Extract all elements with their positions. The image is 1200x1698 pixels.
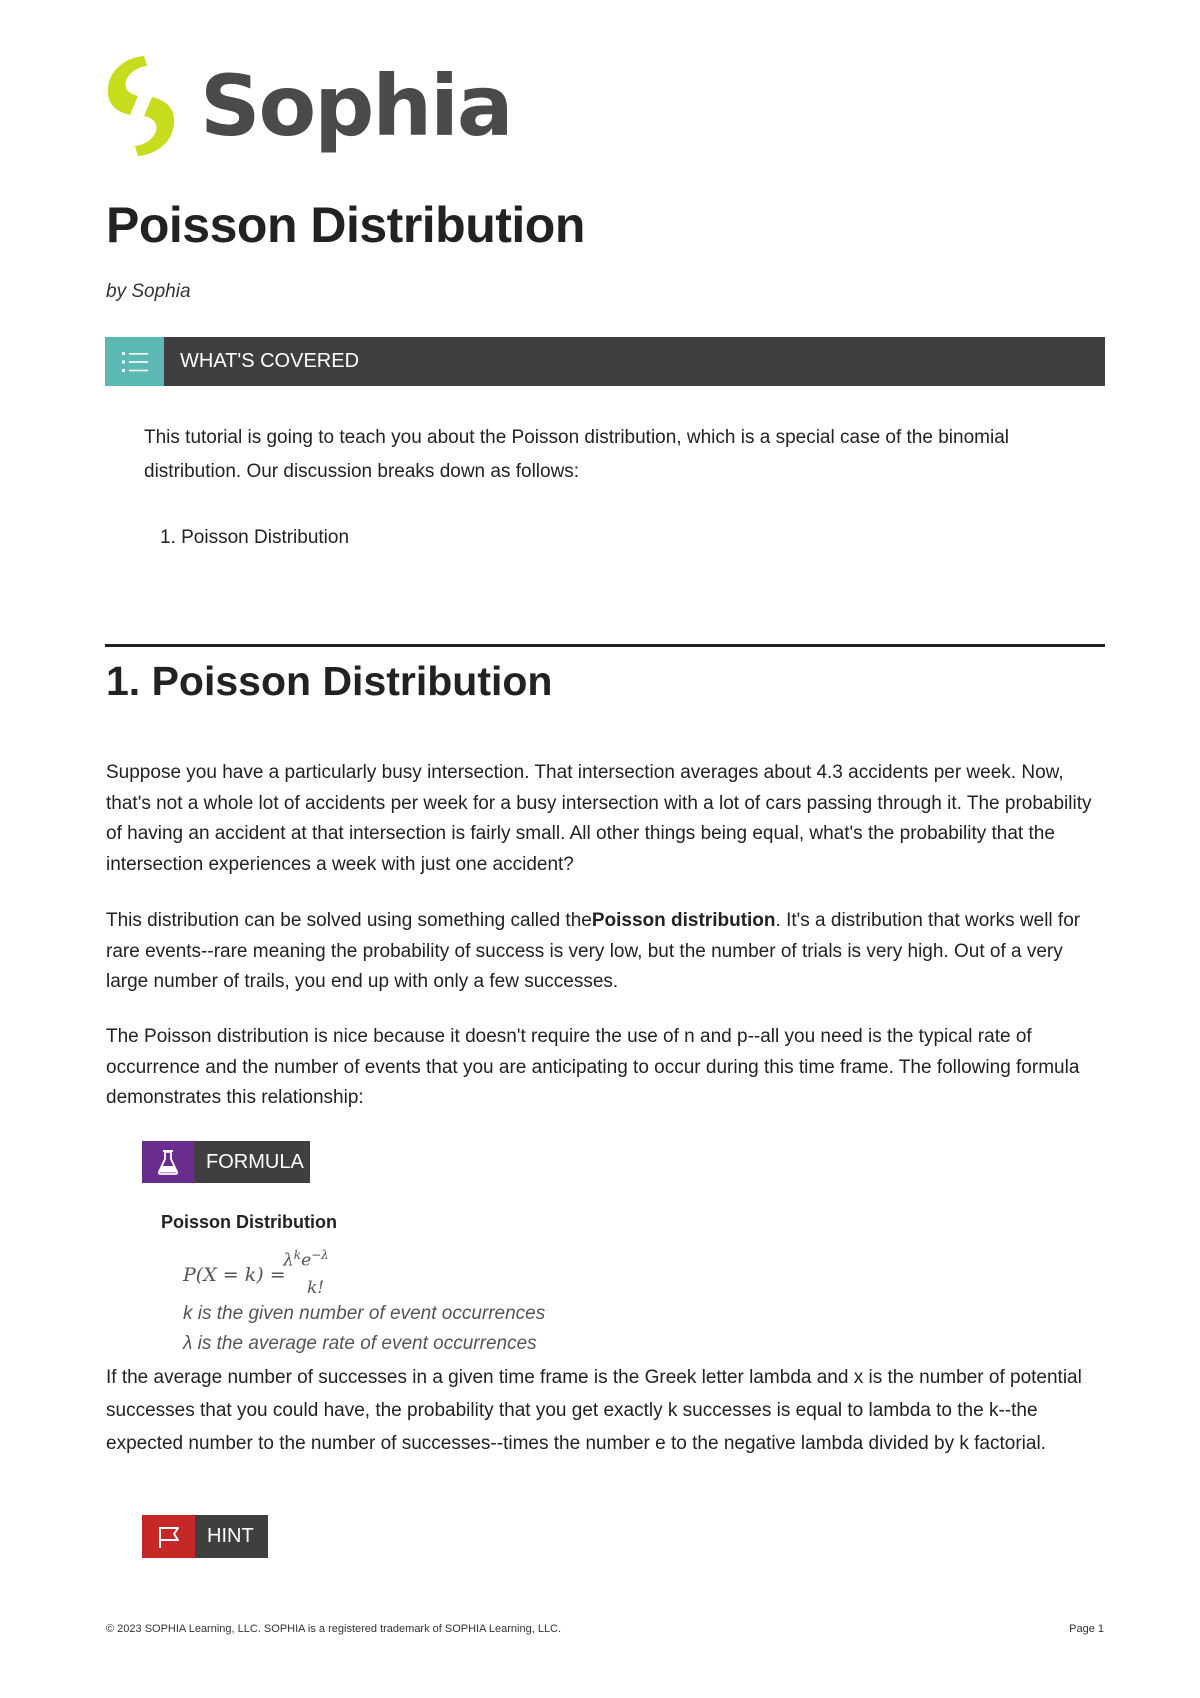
footer-page-number: Page 1 [1069, 1623, 1104, 1635]
formula-heading: Poisson Distribution [161, 1212, 338, 1232]
flask-icon [142, 1141, 194, 1183]
hint-banner [142, 1515, 268, 1558]
list-icon [105, 337, 164, 386]
flag-icon [142, 1515, 195, 1558]
hint-label: HINT [207, 1525, 254, 1547]
formula-block [161, 1210, 721, 1360]
brand-name: Sophia [200, 57, 512, 155]
poisson-formula [183, 1248, 523, 1304]
document-title: Poisson Distribution [106, 197, 585, 253]
formula-lambda: λ [283, 1250, 294, 1271]
toc-item: 1. Poisson Distribution [160, 527, 350, 548]
formula-lhs: P(X = k) = [183, 1264, 286, 1286]
paragraph-1: Suppose you have a particularly busy intersection. That intersection averages about 4.3 accidents per week. Now, that's not a whole lot of accidents per week for a busy intersection with a lot of cars passing through it. The probability of having an accident at that intersection is fairly small. All other things being equal, what's the probability that the intersection experiences a week with just one accident? [106, 762, 1092, 875]
paragraph-2 [106, 906, 1106, 998]
whats-covered-label: WHAT'S COVERED [180, 350, 360, 372]
paragraph-4: If the average number of successes in a given time frame is the Greek letter lambda and x is the number of potential successes that you could have, the probability that you get exactly k successes is equal to lambda to the k--the expected number to the number of successes--times the number e to the negative lambda divided by k factorial. [106, 1367, 1082, 1454]
byline: by Sophia [106, 281, 191, 302]
section-divider [105, 644, 1105, 647]
formula-numerator [283, 1248, 329, 1271]
formula-definition-lambda: λ is the average rate of event occurrences [183, 1333, 537, 1354]
paragraph-3: The Poisson distribution is nice because it doesn't require the use of n and p--all you need is the typical rate of occurrence and the number of events that you are anticipating to occur during this time frame. The following formula demonstrates this relationship: [106, 1026, 1080, 1108]
formula-definition-k: k is the given number of event occurrences [183, 1303, 546, 1324]
sophia-swirl-logo-icon [104, 54, 178, 158]
footer-copyright: © 2023 SOPHIA Learning, LLC. SOPHIA is a registered trademark of SOPHIA Learning, LLC. [106, 1623, 562, 1635]
p2-before: This distribution can be solved using something called the [106, 910, 592, 931]
p2-bold-term: Poisson distribution [591, 910, 776, 931]
intro-text: This tutorial is going to teach you about the Poisson distribution, which is a special case of the binomial distribution. Our discussion breaks down as follows: [144, 427, 1009, 482]
sophia-logo [104, 54, 512, 158]
formula-denominator: k! [307, 1278, 325, 1298]
p2-after: . It's a distribution that works well for rare events--rare meaning the probability of success is very low, but the number of trials is very high. Out of a very large number of trails, you end up with only a few successes. [106, 910, 1081, 992]
formula-e: e [301, 1250, 312, 1271]
whats-covered-banner [105, 337, 1105, 386]
formula-banner [142, 1141, 310, 1183]
formula-exponent-neg-lambda: −λ [311, 1248, 329, 1262]
section-title: 1. Poisson Distribution [106, 658, 553, 704]
formula-label: FORMULA [206, 1150, 304, 1173]
formula-exponent-k: k [293, 1248, 302, 1262]
